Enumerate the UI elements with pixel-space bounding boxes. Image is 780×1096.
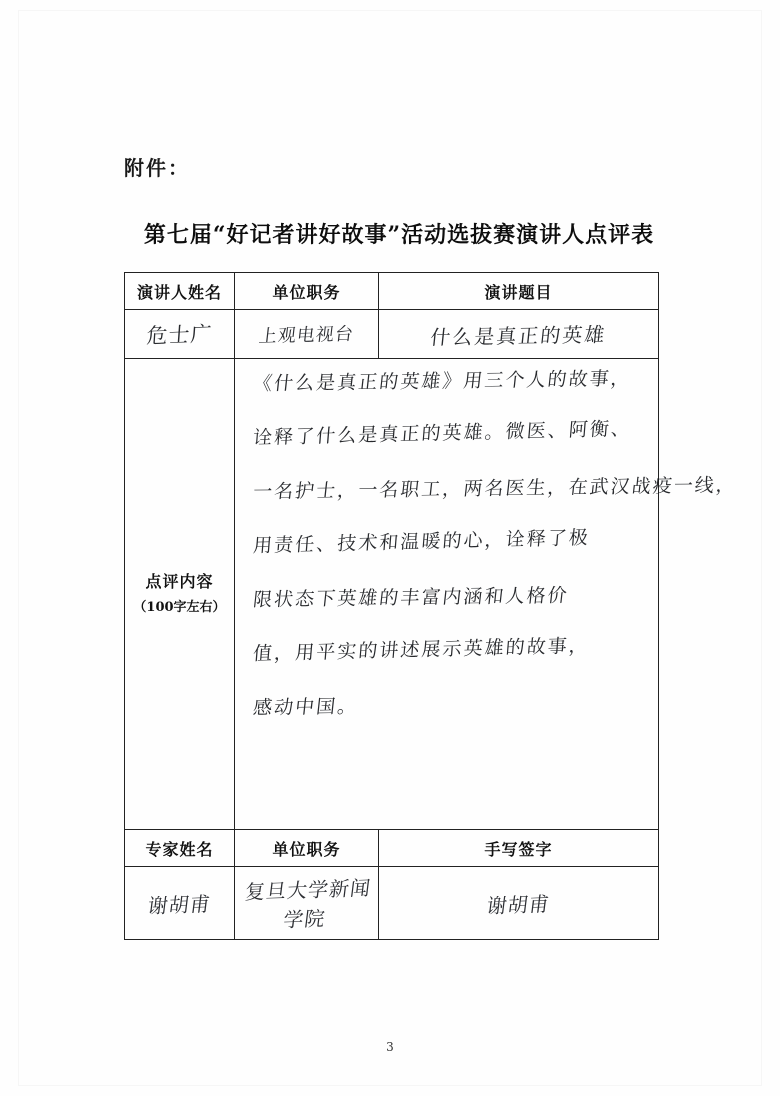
handwriting-comment-line: 值，用平实的讲述展示英雄的故事， <box>252 634 591 665</box>
handwriting-speaker-name: 危士广 <box>145 321 214 349</box>
cell-speaker-name <box>125 310 235 359</box>
table-row <box>125 273 659 310</box>
header-expert-unit-position: 单位职务 <box>235 830 379 867</box>
cell-expert-signature <box>379 867 659 940</box>
header-expert-name: 专家姓名 <box>125 830 235 867</box>
handwriting-comment-line: 《什么是真正的英雄》用三个人的故事， <box>251 367 633 395</box>
cell-expert-name <box>125 867 235 940</box>
comment-label-sub: （100字左右） <box>133 600 226 616</box>
handwriting-comment-block <box>235 359 739 829</box>
cell-comment-label <box>125 359 235 830</box>
handwriting-unit-position: 上观电视台 <box>257 323 356 348</box>
handwriting-expert-name: 谢胡甫 <box>146 891 213 918</box>
table-row <box>125 830 659 867</box>
table-row <box>125 310 659 359</box>
attachment-label: 附件： <box>124 156 190 180</box>
header-speech-topic: 演讲题目 <box>379 273 659 310</box>
table-row <box>125 867 659 940</box>
cell-unit-position <box>235 310 379 359</box>
handwriting-expert-unit-position: 复旦大学新闻学院 <box>243 875 373 932</box>
handwriting-comment-line: 限状态下英雄的丰富内涵和人格价 <box>251 584 570 611</box>
evaluation-form-table <box>124 272 739 940</box>
page-title: 第七届“好记者讲好故事”活动选拔赛演讲人点评表 <box>143 222 655 248</box>
header-handwritten-signature: 手写签字 <box>379 830 659 867</box>
handwriting-expert-signature: 谢胡甫 <box>485 891 552 918</box>
page-number: 3 <box>386 1040 394 1054</box>
header-speaker-name: 演讲人姓名 <box>125 273 235 310</box>
cell-comment-content <box>235 359 739 830</box>
handwriting-speech-topic: 什么是真正的英雄 <box>429 321 608 350</box>
handwriting-comment-line: 用责任、技术和温暖的心，诠释了极 <box>252 526 591 557</box>
handwriting-comment-line: 感动中国。 <box>251 695 360 719</box>
table-row <box>125 359 659 830</box>
comment-label-main: 点评内容 <box>145 571 214 591</box>
cell-expert-unit-position <box>235 867 379 940</box>
cell-speech-topic <box>379 310 659 359</box>
handwriting-comment-line: 诠释了什么是真正的英雄。微医、阿衡、 <box>252 417 633 449</box>
header-unit-position: 单位职务 <box>235 273 379 310</box>
handwriting-comment-line: 一名护士，一名职工，两名医生，在武汉战疫一线， <box>251 474 739 503</box>
